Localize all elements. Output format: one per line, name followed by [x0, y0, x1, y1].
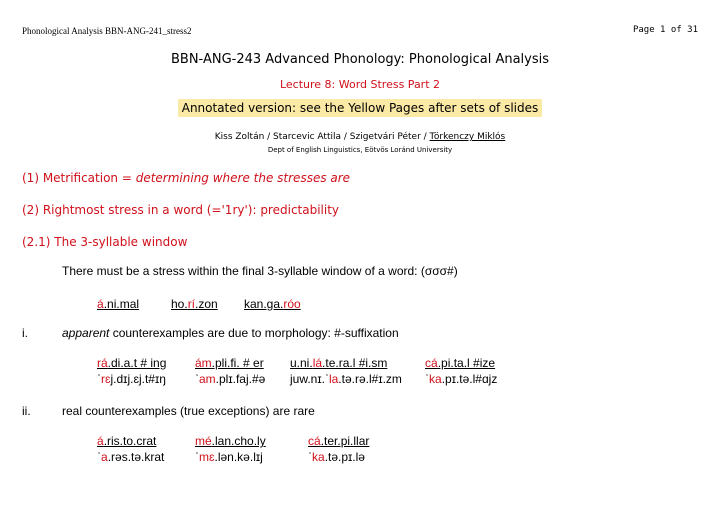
window-statement: There must be a stress within the final 3-syllable window of a word: (σσσ#)	[62, 264, 458, 278]
example-word: kan.ga.róo	[244, 297, 301, 311]
item-ii-text: real counterexamples (true exceptions) are rare	[62, 404, 315, 418]
example-word: á.ris.to.crat	[97, 434, 157, 448]
ipa-transcription: ˈka.tə.pɪ.lə	[308, 450, 365, 464]
lecture-title: BBN-ANG-243 Advanced Phonology: Phonological Analysis	[170, 52, 549, 67]
authors-list: Kiss Zoltán / Starcevic Attila / Szigetvári Péter /	[214, 132, 430, 142]
author-link[interactable]: Törkenczy Miklós	[429, 132, 506, 142]
ipa-transcription: ˈrɛj.dɪj.ɛj.t#ɪŋ	[97, 372, 166, 386]
item-i-text	[62, 326, 399, 340]
section-2-heading: (2) Rightmost stress in a word (='1ry'): predictability	[22, 203, 340, 217]
ipa-transcription: ˈa.rəs.tə.krat	[97, 450, 165, 464]
item-i-rest: counterexamples are due to morphology: #-suffixation	[109, 326, 399, 340]
example-word: cá.pi.ta.l #ize	[425, 356, 496, 370]
authors	[0, 132, 720, 142]
ipa-transcription: ˈka.pɪ.tə.l#ɑjz	[425, 372, 498, 386]
annotation-text: Annotated version: see the Yellow Pages after sets of slides	[178, 99, 543, 117]
section-1-prefix: (1) Metrification =	[22, 171, 136, 185]
example-word: á.ni.mal	[97, 297, 140, 311]
ipa-transcription: ˈmɛ.lən.kə.lɪj	[195, 450, 263, 464]
example-word: cá.ter.pi.llar	[308, 434, 370, 448]
example-word: u.ni.lá.te.ra.l #i.sm	[290, 356, 388, 370]
item-i-number: i.	[22, 326, 28, 340]
ipa-transcription: ˈam.plɪ.faj.#ə	[195, 372, 266, 386]
section-1-emphasis: determining where the stresses are	[135, 171, 351, 185]
item-ii-number: ii.	[22, 404, 31, 418]
ipa-transcription: juw.nɪ.ˈla.tə.rə.l#ɪ.zm	[290, 372, 402, 386]
section-1-heading	[22, 171, 350, 185]
example-word: mé.lan.cho.ly	[195, 434, 266, 448]
page-header-title: Phonological Analysis BBN-ANG-241_stress2	[22, 26, 192, 36]
example-word: ho.rí.zon	[171, 297, 218, 311]
example-word: rá.di.a.t # ing	[97, 356, 167, 370]
lecture-subtitle: Lecture 8: Word Stress Part 2	[279, 78, 441, 91]
section-2-1-heading: (2.1) The 3-syllable window	[22, 235, 188, 249]
item-i-emphasis: apparent	[62, 326, 110, 340]
department: Dept of English Linguistics, Eötvös Loránd University	[267, 146, 453, 154]
example-word: ám.pli.fi. # er	[195, 356, 264, 370]
page-number: Page 1 of 31	[632, 25, 698, 35]
annotation-banner	[0, 97, 720, 117]
